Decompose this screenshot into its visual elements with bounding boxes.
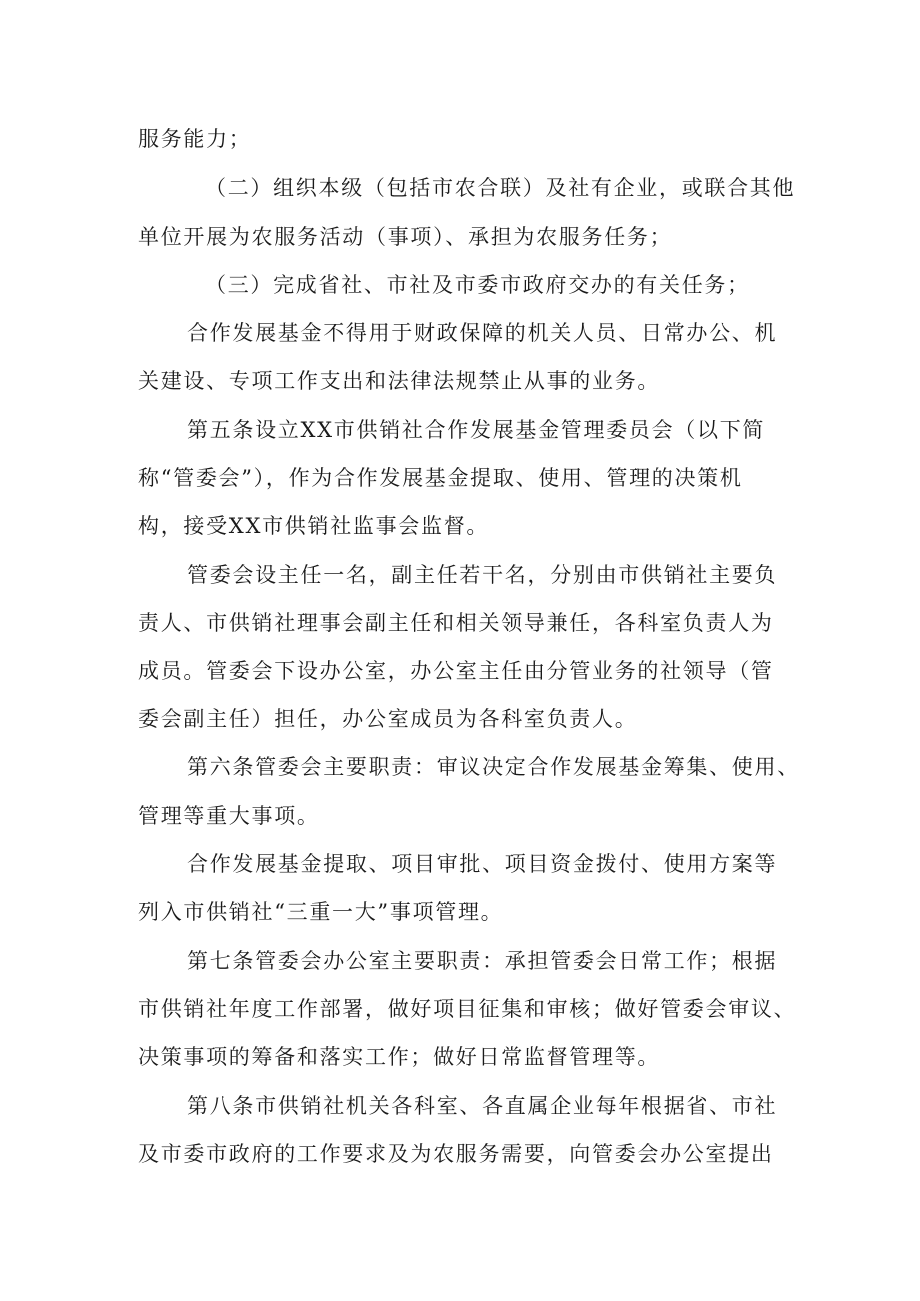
text-line: 合作发展基金提取、项目审批、项目资金拨付、使用方案等 <box>187 852 778 876</box>
text-line: 列入市供销社“三重一大”事项管理。 <box>138 900 504 924</box>
text-line: 管理等重大事项。 <box>138 804 320 828</box>
text-line: 服务能力； <box>138 127 252 151</box>
text-line: （二）组织本级（包括市农合联）及社有企业，或联合其他 <box>205 176 796 200</box>
text-line: 市供销社年度工作部署，做好项目征集和审核；做好管委会审议、 <box>138 997 797 1021</box>
text-line: 合作发展基金不得用于财政保障的机关人员、日常办公、机 <box>187 321 778 345</box>
text-line: （三）完成省社、市社及市委市政府交办的有关任务； <box>205 273 750 297</box>
text-line: 第七条管委会办公室主要职责：承担管委会日常工作；根据 <box>187 949 778 973</box>
text-line: 责人、市供销社理事会副主任和相关领导兼任，各科室负责人为 <box>138 611 774 635</box>
text-line: 第八条市供销社机关各科室、各直属企业每年根据省、市社 <box>187 1094 778 1118</box>
text-line: 称“管委会”），作为合作发展基金提取、使用、管理的决策机 <box>138 466 743 490</box>
text-line: 委会副主任）担任，办公室成员为各科室负责人。 <box>138 707 638 731</box>
text-line: 构，接受XX市供销社监事会监督。 <box>138 514 490 538</box>
text-line: 第六条管委会主要职责：审议决定合作发展基金筹集、使用、 <box>187 755 800 779</box>
text-line: 关建设、专项工作支出和法律法规禁止从事的业务。 <box>138 369 661 393</box>
text-line: 第五条设立XX市供销社合作发展基金管理委员会（以下简 <box>187 418 766 442</box>
text-line: 及市委市政府的工作要求及为农服务需要，向管委会办公室提出 <box>138 1142 774 1166</box>
text-line: 单位开展为农服务活动（事项）、承担为农服务任务； <box>138 225 673 249</box>
text-line: 决策事项的筹备和落实工作；做好日常监督管理等。 <box>138 1045 661 1069</box>
text-line: 成员。管委会下设办公室，办公室主任由分管业务的社领导（管 <box>138 659 774 683</box>
text-line: 管委会设主任一名，副主任若干名，分别由市供销社主要负 <box>187 563 778 587</box>
